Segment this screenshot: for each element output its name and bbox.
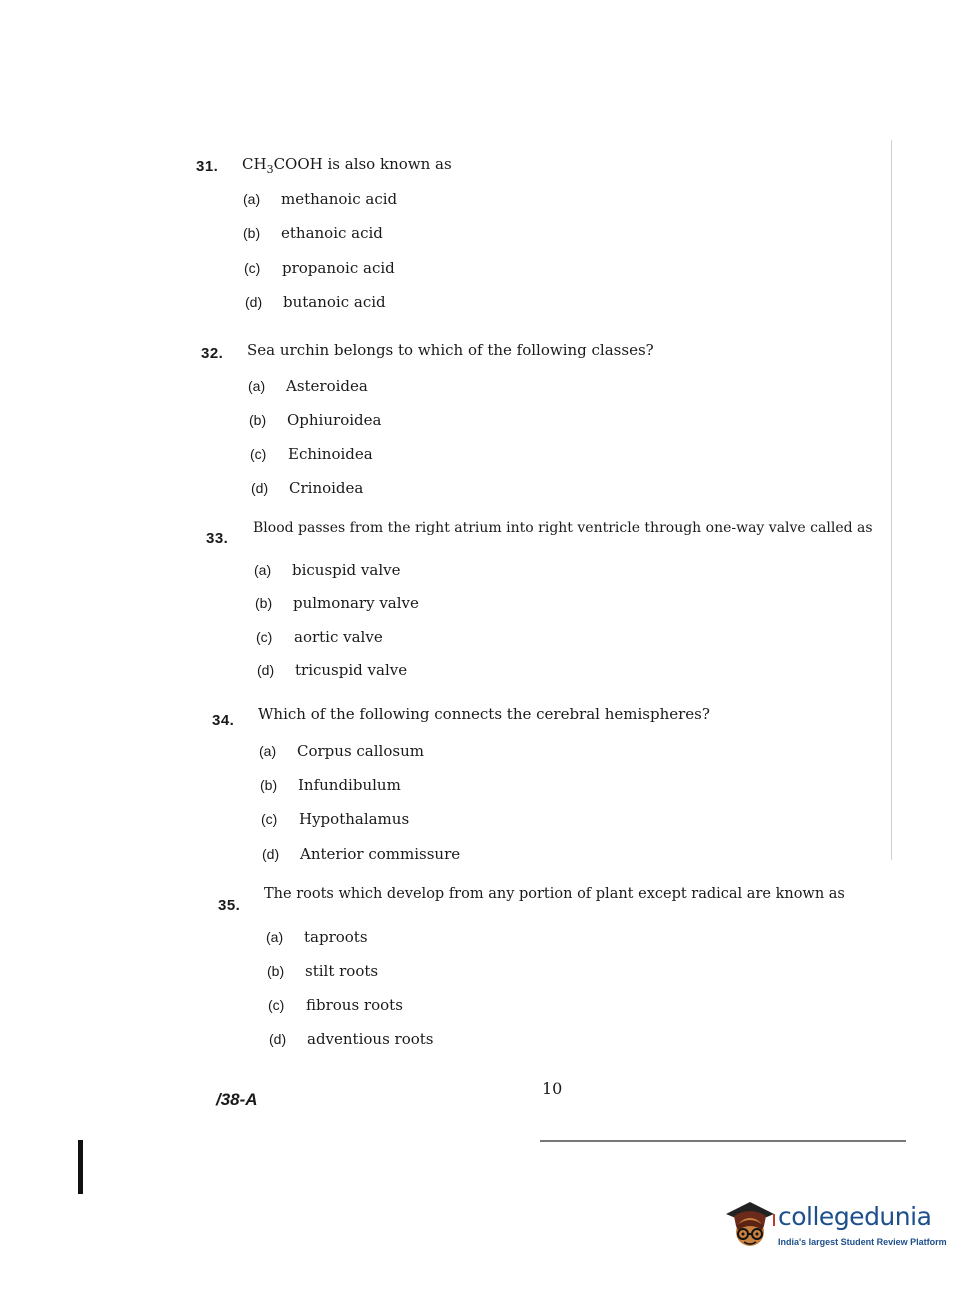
option-a: [259, 742, 424, 760]
option-d: [269, 1030, 434, 1048]
question-number: 32.: [201, 345, 224, 362]
option-label: (d): [262, 846, 280, 862]
option-text: Echinoidea: [288, 445, 373, 463]
question-text: Blood passes from the right atrium into right ventricle through one-way valve called as: [253, 520, 873, 536]
option-label: (c): [261, 811, 278, 827]
option-b: [249, 411, 381, 429]
formula-subscript: 3: [266, 163, 274, 176]
formula-part: CH: [242, 155, 267, 173]
option-a: [266, 928, 368, 946]
option-a: [254, 561, 401, 579]
option-label: (c): [244, 260, 261, 276]
option-text: methanoic acid: [281, 190, 398, 208]
option-text: Asteroidea: [286, 377, 368, 395]
option-a: [248, 377, 368, 395]
option-c: [244, 259, 395, 277]
option-text: taproots: [304, 928, 368, 946]
brand-name: collegedunia: [778, 1202, 932, 1231]
option-text: Ophiuroidea: [287, 411, 382, 429]
option-d: [257, 661, 407, 679]
option-label: (c): [256, 629, 273, 645]
question-text: The roots which develop from any portion of plant except radical are known as: [264, 886, 845, 902]
option-text: pulmonary valve: [293, 594, 419, 612]
option-b: [255, 594, 419, 612]
option-label: (a): [254, 562, 272, 578]
option-b: [267, 962, 378, 980]
option-d: [262, 845, 460, 863]
option-label: (a): [248, 378, 266, 394]
option-label: (b): [260, 777, 278, 793]
option-text: aortic valve: [294, 628, 383, 646]
option-label: (b): [249, 412, 267, 428]
option-label: (b): [267, 963, 285, 979]
question-number: 34.: [212, 712, 235, 729]
option-b: [260, 776, 401, 794]
option-b: [243, 224, 383, 242]
option-text: Anterior commissure: [300, 845, 461, 863]
option-label: (a): [259, 743, 277, 759]
collegedunia-watermark: [716, 1196, 956, 1260]
option-text: Infundibulum: [298, 776, 401, 794]
option-label: (a): [243, 191, 261, 207]
option-label: (c): [268, 997, 285, 1013]
mascot-icon: [716, 1196, 776, 1260]
option-label: (b): [255, 595, 273, 611]
option-c: [256, 628, 383, 646]
option-c: [268, 996, 403, 1014]
option-label: (d): [269, 1031, 287, 1047]
option-c: [250, 445, 373, 463]
page-number: 10: [542, 1079, 563, 1098]
formula-rest: COOH is also known as: [273, 155, 452, 173]
question-number: 31.: [196, 158, 219, 175]
option-text: Crinoidea: [289, 479, 364, 497]
option-label: (d): [245, 294, 263, 310]
option-label: (b): [243, 225, 261, 241]
option-text: Hypothalamus: [299, 810, 410, 828]
option-d: [245, 293, 386, 311]
option-text: bicuspid valve: [292, 561, 401, 579]
footer-rule: [540, 1140, 906, 1142]
option-text: adventious roots: [307, 1030, 434, 1048]
option-text: butanoic acid: [283, 293, 386, 311]
option-text: stilt roots: [305, 962, 379, 980]
option-d: [251, 479, 363, 497]
question-number: 33.: [206, 530, 229, 547]
scan-edge-mark: [78, 1140, 83, 1194]
brand-tagline: India's largest Student Review Platform: [778, 1237, 947, 1247]
paper-code: /38-A: [216, 1090, 258, 1109]
question-text: Sea urchin belongs to which of the following classes?: [247, 341, 654, 359]
option-text: fibrous roots: [306, 996, 403, 1014]
option-label: (d): [257, 662, 275, 678]
option-text: Corpus callosum: [297, 742, 424, 760]
question-text: Which of the following connects the cerebral hemispheres?: [258, 705, 710, 723]
option-label: (d): [251, 480, 269, 496]
option-label: (a): [266, 929, 284, 945]
question-number: 35.: [218, 897, 241, 914]
option-c: [261, 810, 409, 828]
question-text: [242, 155, 452, 176]
option-a: [243, 190, 397, 208]
scan-margin-line: [891, 140, 892, 860]
option-text: ethanoic acid: [281, 224, 383, 242]
option-text: tricuspid valve: [295, 661, 408, 679]
option-text: propanoic acid: [282, 259, 395, 277]
option-label: (c): [250, 446, 267, 462]
